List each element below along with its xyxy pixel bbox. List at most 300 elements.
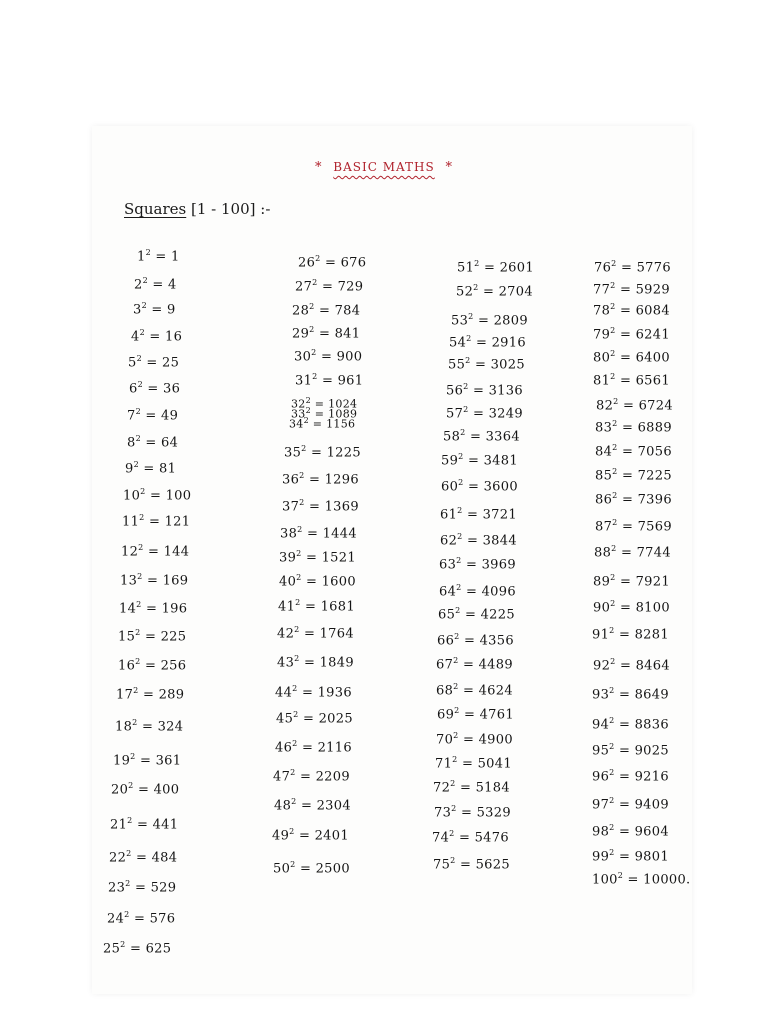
exponent: 2	[610, 302, 616, 311]
equals-sign: =	[461, 584, 482, 600]
square-value: 4225	[480, 607, 515, 623]
square-entry-53	[451, 312, 528, 328]
square-value: 100	[165, 488, 192, 504]
square-entry-56	[446, 382, 523, 398]
exponent: 2	[465, 356, 471, 365]
equals-sign: =	[142, 381, 164, 397]
exponent: 2	[133, 460, 139, 469]
square-value: 6084	[635, 303, 670, 319]
equals-sign: =	[130, 880, 151, 896]
equals-sign: =	[297, 740, 318, 756]
square-value: 2809	[493, 313, 528, 329]
square-entry-1	[137, 248, 180, 264]
exponent: 2	[617, 871, 624, 880]
exponent: 2	[290, 860, 296, 869]
square-entry-39	[279, 549, 356, 565]
square-base: 6	[129, 381, 138, 397]
square-base: 94	[592, 717, 610, 733]
square-base: 21	[110, 817, 128, 833]
equals-sign: =	[135, 753, 156, 769]
title-text: BASIC MATHS	[333, 160, 435, 174]
equals-sign: =	[617, 444, 638, 460]
equals-sign: =	[614, 824, 635, 840]
equals-sign: =	[299, 655, 320, 671]
square-base: 70	[436, 732, 454, 748]
square-base: 46	[275, 740, 293, 756]
star-right: *	[445, 160, 454, 175]
square-base: 64	[439, 584, 457, 600]
equals-sign: =	[454, 830, 475, 846]
exponent: 2	[610, 281, 616, 290]
square-value: 144	[163, 544, 190, 560]
square-entry-82	[596, 397, 673, 413]
square-entry-4	[131, 328, 182, 344]
square-value: 1024	[328, 397, 358, 411]
square-entry-88	[594, 544, 671, 560]
exponent: 2	[141, 301, 147, 310]
equals-sign: =	[295, 861, 316, 877]
exponent: 2	[610, 326, 616, 335]
square-value: 676	[340, 255, 367, 271]
square-entry-12	[121, 543, 189, 559]
square-value: 6724	[638, 398, 673, 414]
equals-sign: =	[615, 303, 636, 319]
exponent: 2	[451, 804, 457, 813]
exponent: 2	[124, 910, 130, 919]
exponent: 2	[299, 498, 305, 507]
square-base: 56	[446, 383, 464, 399]
square-entry-3	[133, 301, 176, 317]
square-base: 40	[279, 574, 297, 590]
equals-sign: =	[615, 282, 636, 298]
square-entry-28	[292, 302, 360, 318]
exponent: 2	[610, 657, 616, 666]
exponent: 2	[454, 632, 460, 641]
square-base: 33	[291, 407, 306, 421]
exponent: 2	[299, 471, 305, 480]
square-base: 38	[280, 526, 298, 542]
square-value: 9025	[634, 743, 669, 759]
square-entry-55	[448, 356, 525, 372]
square-value: 5184	[475, 780, 510, 796]
square-value: 256	[160, 658, 187, 674]
square-base: 53	[451, 313, 469, 329]
equals-sign: =	[131, 850, 152, 866]
square-base: 62	[440, 533, 458, 549]
equals-sign: =	[314, 303, 335, 319]
equals-sign: =	[320, 255, 341, 271]
square-entry-89	[593, 573, 670, 589]
square-entry-54	[449, 334, 526, 350]
square-entry-2	[134, 276, 177, 292]
square-entry-67	[436, 656, 513, 672]
square-value: 1296	[324, 472, 359, 488]
square-value: 6400	[635, 350, 670, 366]
square-base: 80	[593, 350, 611, 366]
square-entry-91	[592, 626, 669, 642]
star-left: *	[314, 160, 323, 175]
square-entry-17	[116, 686, 184, 702]
exponent: 2	[610, 372, 616, 381]
exponent: 2	[292, 739, 298, 748]
exponent: 2	[458, 478, 464, 487]
exponent: 2	[126, 849, 132, 858]
equals-sign: =	[298, 711, 319, 727]
square-entry-41	[278, 598, 355, 614]
square-entry-25	[103, 940, 171, 956]
square-value: 441	[152, 817, 179, 833]
equals-sign: =	[462, 507, 483, 523]
equals-sign: =	[457, 756, 478, 772]
exponent: 2	[312, 278, 318, 287]
square-value: 1849	[319, 655, 354, 671]
equals-sign: =	[295, 769, 316, 785]
square-entry-68	[436, 682, 513, 698]
equals-sign: =	[617, 492, 638, 508]
equals-sign: =	[618, 398, 639, 414]
square-base: 45	[276, 711, 294, 727]
square-entry-38	[280, 525, 357, 541]
square-entry-97	[592, 796, 669, 812]
square-value: 4096	[481, 584, 516, 600]
square-base: 96	[592, 769, 610, 785]
square-entry-83	[595, 419, 672, 435]
square-entry-22	[109, 849, 177, 865]
square-entry-65	[438, 606, 515, 622]
square-entry-24	[107, 910, 175, 926]
equals-sign: =	[615, 600, 636, 616]
exponent: 2	[609, 686, 615, 695]
square-value: 169	[162, 573, 189, 589]
square-entry-78	[593, 302, 670, 318]
exponent: 2	[456, 583, 462, 592]
square-entry-84	[595, 443, 672, 459]
exponent: 2	[135, 657, 141, 666]
square-base: 1	[137, 249, 146, 265]
square-base: 69	[437, 707, 455, 723]
square-entry-64	[439, 583, 516, 599]
exponent: 2	[289, 827, 295, 836]
square-base: 58	[443, 429, 461, 445]
square-base: 52	[456, 284, 474, 300]
equals-sign: =	[129, 911, 150, 927]
square-base: 92	[593, 658, 611, 674]
section-range: [1 - 100]	[191, 200, 256, 218]
square-value: 2704	[498, 284, 533, 300]
exponent: 2	[305, 406, 311, 415]
exponent: 2	[292, 684, 298, 693]
square-entry-34	[289, 416, 355, 431]
equals-sign: =	[615, 373, 636, 389]
square-value: 8281	[634, 627, 669, 643]
square-entry-35	[284, 444, 361, 460]
equals-sign: =	[614, 627, 635, 643]
equals-sign: =	[623, 872, 644, 888]
square-base: 35	[284, 445, 302, 461]
exponent: 2	[120, 940, 126, 949]
section-heading	[124, 200, 270, 218]
square-entry-76	[594, 259, 671, 275]
equals-sign: =	[471, 335, 492, 351]
square-entry-26	[298, 254, 366, 270]
square-base: 14	[119, 601, 137, 617]
equals-sign: =	[456, 805, 477, 821]
square-value: 4624	[478, 683, 513, 699]
exponent: 2	[609, 768, 615, 777]
exponent: 2	[473, 283, 479, 292]
exponent: 2	[463, 382, 469, 391]
equals-sign: =	[140, 658, 161, 674]
square-entry-98	[592, 823, 669, 839]
exponent: 2	[294, 654, 300, 663]
square-base: 88	[594, 545, 612, 561]
square-base: 24	[107, 911, 125, 927]
square-entry-20	[111, 781, 179, 797]
square-value: 1681	[320, 599, 355, 615]
equals-sign: =	[301, 550, 322, 566]
square-entry-90	[593, 599, 670, 615]
exponent: 2	[135, 628, 141, 637]
square-value: 4356	[479, 633, 514, 649]
square-base: 11	[122, 514, 140, 530]
square-value: 961	[337, 373, 364, 389]
square-value: 7921	[635, 574, 670, 590]
square-base: 85	[595, 468, 613, 484]
square-base: 93	[592, 687, 610, 703]
square-entry-73	[434, 804, 511, 820]
square-entry-81	[593, 372, 670, 388]
equals-sign: =	[615, 350, 636, 366]
exponent: 2	[466, 334, 472, 343]
section-title: Squares	[124, 200, 187, 218]
square-base: 29	[292, 326, 310, 342]
equals-sign: =	[463, 453, 484, 469]
square-value: 7056	[637, 444, 672, 460]
square-value: 25	[162, 355, 180, 371]
equals-sign: =	[132, 817, 153, 833]
exponent: 2	[609, 742, 615, 751]
square-base: 66	[437, 633, 455, 649]
exponent: 2	[453, 731, 459, 740]
square-base: 49	[272, 828, 290, 844]
square-value: 1156	[326, 417, 356, 431]
square-base: 63	[439, 557, 457, 573]
square-entry-27	[295, 278, 363, 294]
square-value: 3600	[483, 479, 518, 495]
exponent: 2	[612, 491, 618, 500]
square-value: 121	[164, 514, 191, 530]
square-entry-11	[122, 513, 190, 529]
square-value: 64	[161, 435, 179, 451]
square-entry-95	[592, 742, 669, 758]
exponent: 2	[137, 572, 143, 581]
square-value: 9216	[634, 769, 669, 785]
square-base: 79	[593, 327, 611, 343]
exponent: 2	[296, 573, 302, 582]
square-value: 1	[171, 249, 180, 265]
exponent: 2	[290, 768, 296, 777]
equals-sign: =	[468, 383, 489, 399]
square-value: 2209	[315, 769, 350, 785]
exponent: 2	[136, 354, 142, 363]
square-value: 5776	[636, 260, 671, 276]
square-entry-10	[123, 487, 191, 503]
square-entry-92	[593, 657, 670, 673]
exponent: 2	[135, 407, 141, 416]
equals-sign: =	[311, 397, 329, 411]
exponent: 2	[303, 416, 309, 425]
square-value: 4	[168, 277, 177, 293]
square-value: 1521	[321, 550, 356, 566]
square-base: 3	[133, 302, 142, 318]
square-base: 48	[274, 798, 292, 814]
equals-sign: =	[146, 302, 168, 318]
square-value: 6241	[635, 327, 670, 343]
equals-sign: =	[141, 601, 162, 617]
square-base: 76	[594, 260, 612, 276]
square-value: 196	[161, 601, 188, 617]
square-base: 98	[592, 824, 610, 840]
square-entry-57	[446, 405, 523, 421]
square-value: 36	[163, 381, 181, 397]
equals-sign: =	[479, 260, 500, 276]
equals-sign: =	[462, 533, 483, 549]
square-entry-47	[273, 768, 350, 784]
square-base: 54	[449, 335, 467, 351]
square-value: 3025	[490, 357, 525, 373]
square-value: 3481	[483, 453, 518, 469]
exponent: 2	[301, 444, 307, 453]
exponent: 2	[609, 796, 615, 805]
exponent: 2	[145, 248, 151, 257]
square-entry-16	[118, 657, 186, 673]
square-base: 86	[595, 492, 613, 508]
square-value: 6889	[637, 420, 672, 436]
square-base: 78	[593, 303, 611, 319]
exponent: 2	[456, 556, 462, 565]
square-entry-61	[440, 506, 517, 522]
square-value: 1936	[317, 685, 352, 701]
equals-sign: =	[468, 406, 489, 422]
equals-sign: =	[458, 683, 479, 699]
equals-sign: =	[296, 798, 317, 814]
equals-sign: =	[300, 599, 321, 615]
exponent: 2	[612, 518, 618, 527]
square-value: 729	[337, 279, 364, 295]
square-entry-37	[282, 498, 359, 514]
exponent: 2	[138, 543, 144, 552]
square-value: 1089	[328, 407, 358, 421]
exponent: 2	[458, 452, 464, 461]
equals-sign: =	[144, 329, 166, 345]
equals-sign: =	[138, 461, 160, 477]
exponent: 2	[610, 349, 616, 358]
exponent: 2	[455, 606, 461, 615]
square-entry-43	[277, 654, 354, 670]
equals-sign: =	[458, 732, 479, 748]
equals-sign: =	[133, 782, 154, 798]
equals-sign: =	[455, 857, 476, 873]
equals-sign: =	[143, 544, 164, 560]
square-value: 8464	[635, 658, 670, 674]
square-base: 61	[440, 507, 458, 523]
square-base: 2	[134, 277, 143, 293]
exponent: 2	[309, 302, 315, 311]
square-value: 16	[165, 329, 183, 345]
square-value: 8836	[634, 717, 669, 733]
square-value: 484	[151, 850, 178, 866]
square-entry-9	[125, 460, 176, 476]
square-base: 37	[282, 499, 300, 515]
square-base: 42	[277, 626, 295, 642]
square-entry-5	[128, 354, 179, 370]
square-base: 8	[127, 435, 136, 451]
square-base: 22	[109, 850, 127, 866]
equals-sign: =	[294, 828, 315, 844]
square-value: 2304	[316, 798, 351, 814]
square-value: 4900	[478, 732, 513, 748]
equals-sign: =	[140, 629, 161, 645]
square-base: 4	[131, 329, 140, 345]
square-entry-23	[108, 879, 176, 895]
square-value: 2025	[318, 711, 353, 727]
exponent: 2	[295, 598, 301, 607]
exponent: 2	[130, 752, 136, 761]
square-entry-75	[433, 856, 510, 872]
exponent: 2	[609, 716, 615, 725]
square-entry-93	[592, 686, 669, 702]
square-base: 55	[448, 357, 466, 373]
square-entry-99	[592, 848, 669, 864]
exponent: 2	[136, 600, 142, 609]
square-base: 83	[595, 420, 613, 436]
exponent: 2	[612, 419, 618, 428]
square-value: 3364	[485, 429, 520, 445]
square-value: 1225	[326, 445, 361, 461]
square-entry-94	[592, 716, 669, 732]
square-value: 5625	[475, 857, 510, 873]
equals-sign: =	[470, 357, 491, 373]
square-base: 9	[125, 461, 134, 477]
square-base: 47	[273, 769, 291, 785]
exponent: 2	[474, 259, 480, 268]
square-base: 84	[595, 444, 613, 460]
exponent: 2	[612, 443, 618, 452]
square-value: 2116	[317, 740, 352, 756]
square-base: 27	[295, 279, 313, 295]
equals-sign: =	[616, 545, 637, 561]
equals-sign: =	[311, 407, 329, 421]
equals-sign: =	[137, 719, 158, 735]
equals-sign: =	[125, 941, 146, 957]
square-entry-66	[437, 632, 514, 648]
exponent: 2	[127, 816, 133, 825]
exponent: 2	[613, 397, 619, 406]
square-value: 5929	[635, 282, 670, 298]
square-base: 18	[115, 719, 133, 735]
equals-sign: =	[147, 277, 169, 293]
exponent: 2	[609, 823, 615, 832]
exponent: 2	[140, 487, 146, 496]
square-entry-30	[294, 348, 362, 364]
square-entry-46	[275, 739, 352, 755]
exponent: 2	[454, 706, 460, 715]
square-entry-85	[595, 467, 672, 483]
equals-sign: =	[140, 408, 162, 424]
square-value: 7396	[637, 492, 672, 508]
square-value: 3136	[488, 383, 523, 399]
square-entry-42	[277, 625, 354, 641]
